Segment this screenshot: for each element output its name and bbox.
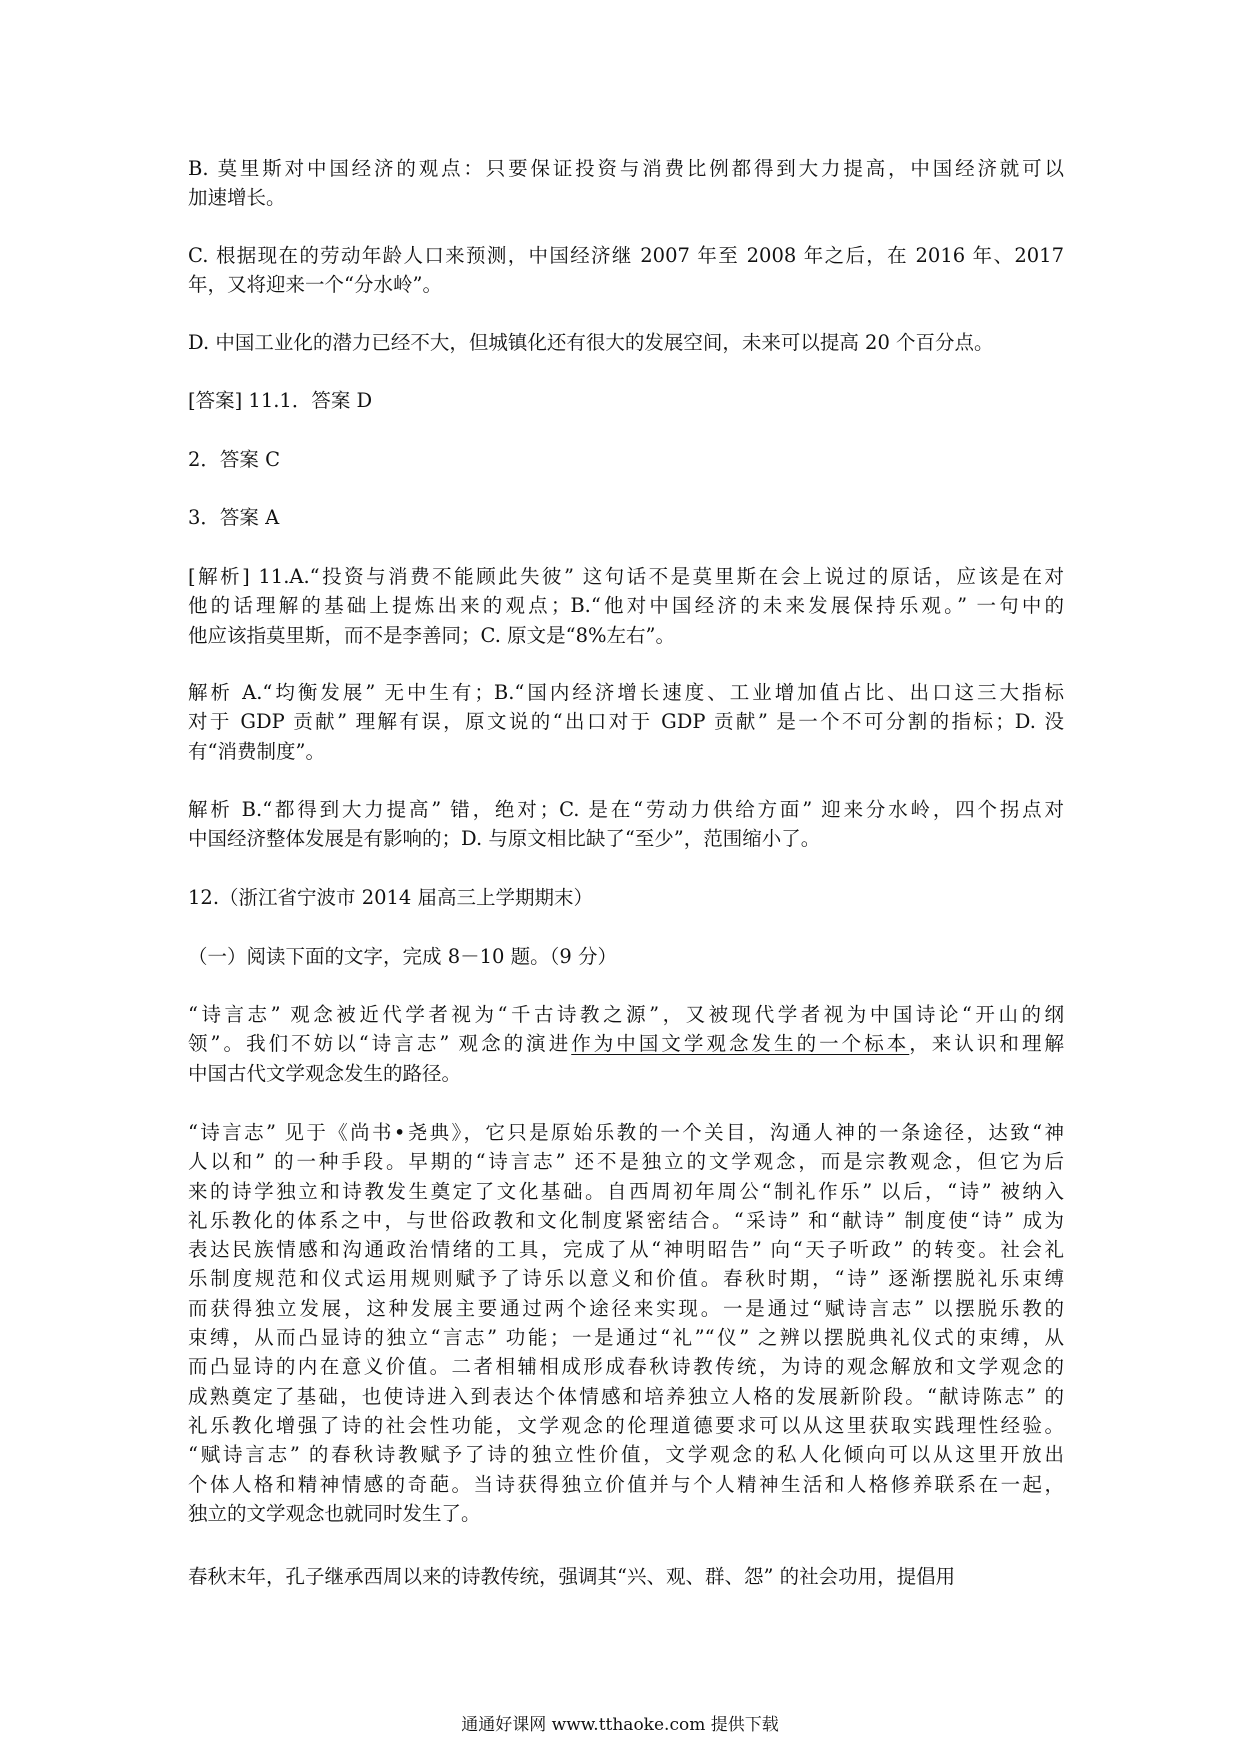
text-line: “诗言志” 见于《尚书•尧典》，它只是原始乐教的一个关目，沟通人神的一条途径，达致“神 xyxy=(188,1121,1064,1144)
text-line: 他的话理解的基础上提炼出来的观点；B.“他对中国经济的未来发展保持乐观。” 一句中的 xyxy=(188,594,1064,618)
footer-watermark: 通通好课网 www.tthaoke.com 提供下载 xyxy=(461,1715,779,1735)
text-line: 春秋末年，孔子继承西周以来的诗教传统，强调其“兴、观、群、怨” 的社会功用，提倡用 xyxy=(188,1565,956,1588)
text-line: 来的诗学独立和诗教发生奠定了文化基础。自西周初年周公“制礼作乐” 以后，“诗” 被纳入 xyxy=(188,1179,1064,1203)
passage-intro xyxy=(188,1000,1064,1088)
text-line: 束缚，从而凸显诗的独立“言志” 功能；一是通过“礼”“仪” 之辨以摆脱典礼仪式的束缚，从 xyxy=(188,1326,1064,1350)
text-line: 独立的文学观念也就同时发生了。 xyxy=(188,1501,481,1525)
text-line: “赋诗言志” 的春秋诗教赋予了诗的独立性价值，文学观念的私人化倾向可以从这里开放出 xyxy=(188,1443,1064,1467)
text-line: C. 根据现在的劳动年龄人口来预测，中国经济继 2007 年至 2008 年之后，在 2016 年、2017 xyxy=(188,244,1064,267)
text-line: 加速增长。 xyxy=(188,186,286,210)
text-line: 中国古代文学观念发生的路径。 xyxy=(188,1061,462,1085)
text-line: 个体人格和精神情感的奇葩。当诗获得独立价值并与个人精神生活和人格修养联系在一起， xyxy=(188,1472,1064,1496)
text-line: 有“消费制度”。 xyxy=(188,739,325,763)
paragraph-answer-3 xyxy=(188,503,1064,532)
text-line: [解析] 11.A.“投资与消费不能顾此失彼” 这句话不是莫里斯在会上说过的原话，应该是在对 xyxy=(188,565,1064,588)
paragraph-analysis-1 xyxy=(188,562,1064,650)
paragraph-section-1 xyxy=(188,942,1064,971)
paragraph-question-12 xyxy=(188,883,1064,912)
paragraph-option-c xyxy=(188,241,1064,300)
paragraph-analysis-3 xyxy=(188,795,1064,854)
text-line: 他应该指莫里斯，而不是李善同；C. 原文是“8%左右”。 xyxy=(188,623,675,647)
text-line: 乐制度规范和仪式运用规则赋予了诗乐以意义和价值。春秋时期，“诗” 逐渐摆脱礼乐束缚 xyxy=(188,1267,1064,1291)
text-segment: ，来认识和理解 xyxy=(909,1032,1064,1056)
text-line: 3．答案 A xyxy=(188,506,280,529)
text-line: 人以和” 的一种手段。早期的“诗言志” 还不是独立的文学观念，而是宗教观念，但它为后 xyxy=(188,1150,1064,1174)
paragraph-answer-1 xyxy=(188,386,1064,415)
text-line: [答案] 11.1．答案 D xyxy=(188,389,373,412)
text-line: “诗言志” 观念被近代学者视为“千古诗教之源”，又被现代学者视为中国诗论“开山的纲 xyxy=(188,1003,1064,1026)
text-line: 解析 A.“均衡发展” 无中生有；B.“国内经济增长速度、工业增加值占比、出口这三大指标 xyxy=(188,681,1064,704)
text-line: 表达民族情感和沟通政治情绪的工具，完成了从“神明昭告” 向“天子听政” 的转变。社会礼 xyxy=(188,1238,1064,1262)
passage-body xyxy=(188,1118,1064,1528)
text-line: 而凸显诗的内在意义价值。二者相辅相成形成春秋诗教传统，为诗的观念解放和文学观念的 xyxy=(188,1355,1064,1379)
text-segment: 领”。我们不妨以“诗言志” 观念的演进 xyxy=(188,1032,572,1056)
paragraph-option-d xyxy=(188,328,1064,357)
text-line: 礼乐教化的体系之中，与世俗政教和文化制度紧密结合。“采诗” 和“献诗” 制度使“诗” 成为 xyxy=(188,1208,1064,1232)
paragraph-answer-2 xyxy=(188,445,1064,474)
paragraph-option-b xyxy=(188,154,1064,213)
text-line: B. 莫里斯对中国经济的观点：只要保证投资与消费比例都得到大力提高，中国经济就可以 xyxy=(188,157,1064,180)
text-line xyxy=(188,1029,1064,1058)
text-line: 成熟奠定了基础，也使诗进入到表达个体情感和培养独立人格的发展新阶段。“献诗陈志” 的 xyxy=(188,1384,1064,1408)
text-line: 解析 B.“都得到大力提高” 错，绝对；C. 是在“劳动力供给方面” 迎来分水岭，四个拐点对 xyxy=(188,798,1064,821)
passage-last xyxy=(188,1562,1064,1591)
text-line: 对于 GDP 贡献” 理解有误，原文说的“出口对于 GDP 贡献” 是一个不可分割的指标；D. 没 xyxy=(188,710,1064,734)
text-line: （一）阅读下面的文字，完成 8－10 题。（9 分） xyxy=(188,945,617,968)
paragraph-analysis-2 xyxy=(188,678,1064,766)
text-line: 中国经济整体发展是有影响的；D. 与原文相比缺了“至少”，范围缩小了。 xyxy=(188,827,821,851)
text-line: 12.（浙江省宁波市 2014 届高三上学期期末） xyxy=(188,886,594,909)
text-line: 2．答案 C xyxy=(188,448,281,471)
text-line: 年，又将迎来一个“分水岭”。 xyxy=(188,273,442,297)
text-line: 礼乐教化增强了诗的社会性功能，文学观念的伦理道德要求可以从这里获取实践理性经验。 xyxy=(188,1413,1064,1437)
text-line: D. 中国工业化的潜力已经不大，但城镇化还有很大的发展空间，未来可以提高 20 个百分点。 xyxy=(188,331,994,354)
underlined-text: 作为中国文学观念发生的一个标本 xyxy=(571,1032,910,1056)
text-line: 而获得独立发展，这种发展主要通过两个途径来实现。一是通过“赋诗言志” 以摆脱乐教的 xyxy=(188,1296,1064,1320)
